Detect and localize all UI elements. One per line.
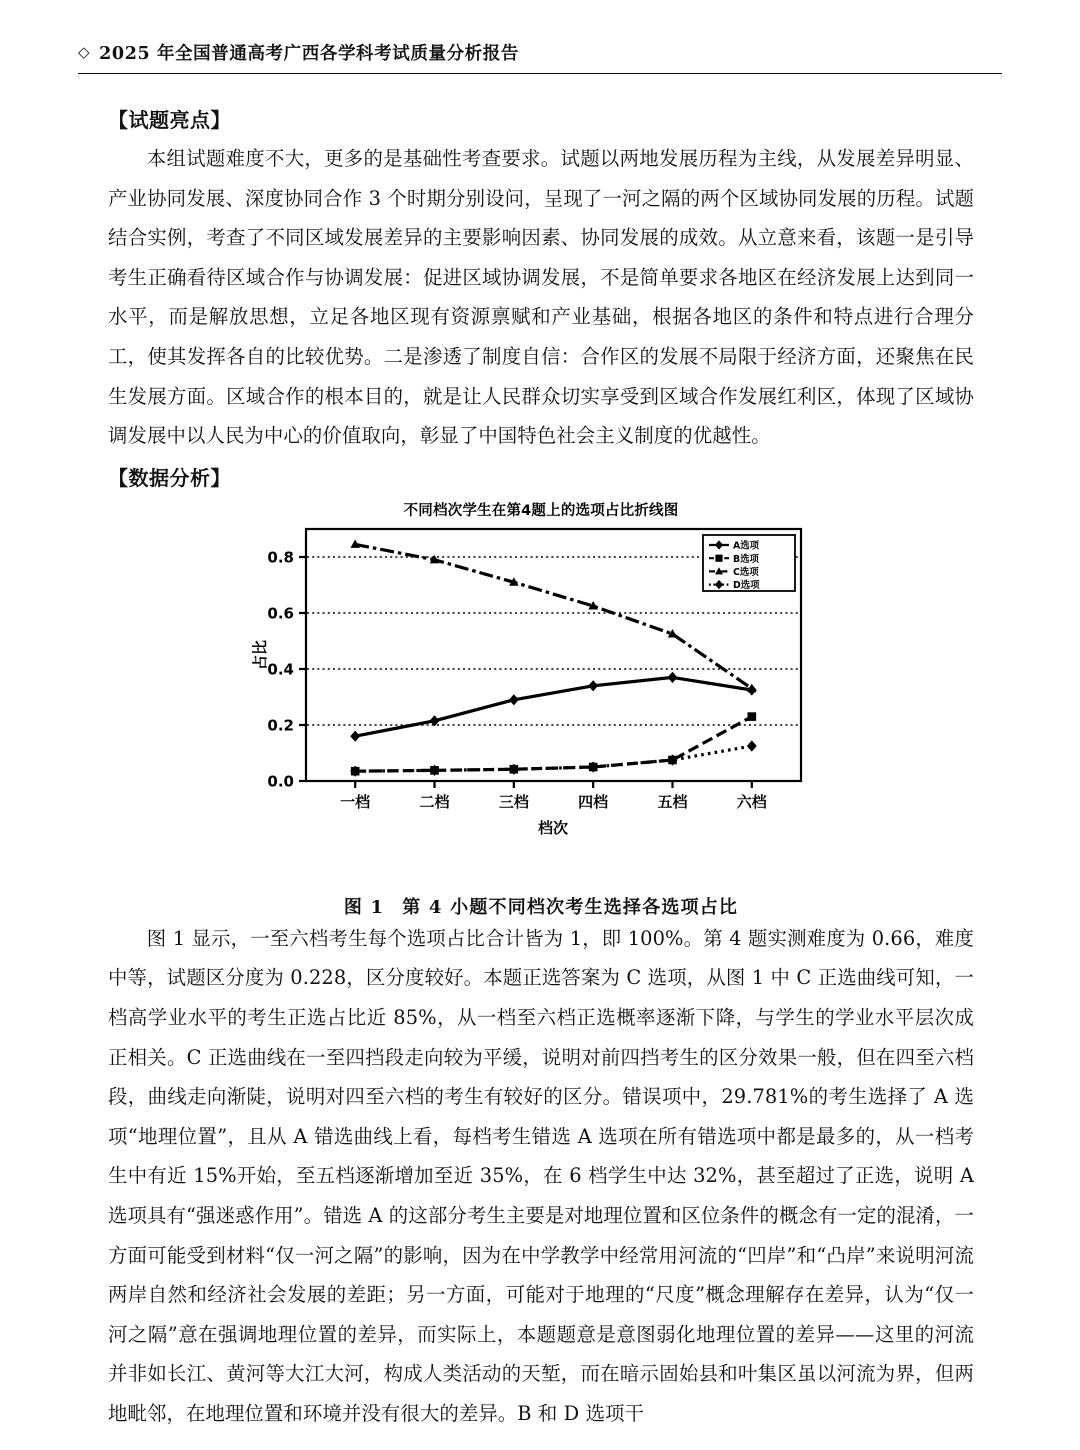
legend-marker xyxy=(715,554,722,561)
running-header xyxy=(78,40,1002,74)
diamond-icon: ◇ xyxy=(78,43,91,61)
figure-caption xyxy=(344,893,738,919)
header-line xyxy=(78,40,1002,73)
section-heading-highlights: 【试题亮点】 xyxy=(108,108,231,132)
y-tick-label: 0.4 xyxy=(267,660,294,679)
paragraph-highlights: 本组试题难度不大，更多的是基础性考查要求。试题以两地发展历程为主线，从发展差异明显、产业协同发展、深度协同合作 3 个时期分别设问，呈现了一河之隔的两个区域协同发展的历程。试题结合实例，考查了不同区域发展差异的主要影响因素、协同发展的成效。从立意来看，该题一是引导考生正确看待区域合作与协调发展：促进区域协调发展，不是简单要求各地区在经济发展上达到同一水平，而是解放思想，立足各地区现有资源禀赋和产业基础，根据各地区的条件和特点进行合理分工，使其发挥各自的比较优势。二是渗透了制度自信：合作区的发展不局限于经济方面，还聚焦在民生发展方面。区域合作的根本目的，就是让人民群众切实享受到区域合作发展红利区，体现了区域协调发展中以人民为中心的价值取向，彰显了中国特色社会主义制度的优越性。 xyxy=(108,147,974,448)
chart-legend xyxy=(703,535,795,591)
chart-svg xyxy=(231,493,851,853)
data-point-marker xyxy=(748,712,757,721)
legend-label: B选项 xyxy=(733,553,759,565)
figure-1 xyxy=(108,493,974,919)
x-tick-label: 三档 xyxy=(498,792,529,811)
x-tick-label: 六档 xyxy=(736,792,767,811)
x-tick-label: 二档 xyxy=(419,792,450,811)
y-tick-label: 0.8 xyxy=(267,548,294,567)
header-title: 2025 年全国普通高考广西各学科考试质量分析报告 xyxy=(99,44,519,64)
header-divider xyxy=(78,73,1002,74)
chart-title: 不同档次学生在第4题上的选项占比折线图 xyxy=(403,502,679,519)
x-axis-label: 档次 xyxy=(537,818,569,837)
y-tick-label: 0.2 xyxy=(267,716,294,735)
legend-label: D选项 xyxy=(733,579,760,591)
figure-caption-label: 图 1 xyxy=(343,896,385,918)
figure-caption-text: 第 4 小题不同档次考生选择各选项占比 xyxy=(402,896,739,918)
section-heading-data-analysis: 【数据分析】 xyxy=(108,465,231,490)
document-content xyxy=(108,104,974,1433)
x-axis-ticks xyxy=(340,781,767,811)
x-tick-label: 五档 xyxy=(657,792,688,811)
y-tick-label: 0.0 xyxy=(267,772,294,791)
x-tick-label: 四档 xyxy=(578,792,609,811)
paragraph-analysis: 图 1 显示，一至六档考生每个选项占比合计皆为 1，即 100%。第 4 题实测难度为 0.66，难度中等，试题区分度为 0.228，区分度较好。本题正选答案为 C 选项，从图 1 中 C 正选曲线可知，一档高学业水平的考生正选占比近 85%，从一档至六档正选概率逐渐下降，与学生的学业水平层次成正相关。C 正选曲线在一至四挡段走向较为平缓，说明对前四挡考生的区分效果一般，但在四至六档段，曲线走向渐陡，说明对四至六档的考生有较好的区分。错误项中，29.781%的考生选择了 A 选项“地理位置”，且从 A 错选曲线上看，每档考生错选 A 选项在所有错选项中都是最多的，从一档考生中有近 15%开始，至五档逐渐增加至近 35%，在 6 档学生中达 32%，甚至超过了正选，说明 A 选项具有“强迷惑作用”。错选 A 的这部分考生主要是对地理位置和区位条件的概念有一定的混淆，一方面可能受到材料“仅一河之隔”的影响，因为在中学教学中经常用河流的“凹岸”和“凸岸”来说明河流两岸自然和经济社会发展的差距；另一方面，可能对于地理的“尺度”概念理解存在差异，认为“仅一河之隔”意在强调地理位置的差异，而实际上，本题题意是意图弱化地理位置的差异——这里的河流并非如长江、黄河等大江大河，构成人类活动的天堑，而在暗示固始县和叶集区虽以河流为界，但两地毗邻，在地理位置和环境并没有很大的差异。B 和 D 选项干 xyxy=(108,926,974,1425)
y-axis-ticks xyxy=(267,548,306,790)
legend-label: C选项 xyxy=(733,566,759,578)
y-tick-label: 0.6 xyxy=(267,604,294,623)
x-tick-label: 一档 xyxy=(340,792,371,811)
y-axis-label: 占比 xyxy=(251,639,269,670)
line-chart xyxy=(231,493,851,883)
legend-label: A选项 xyxy=(733,540,760,552)
